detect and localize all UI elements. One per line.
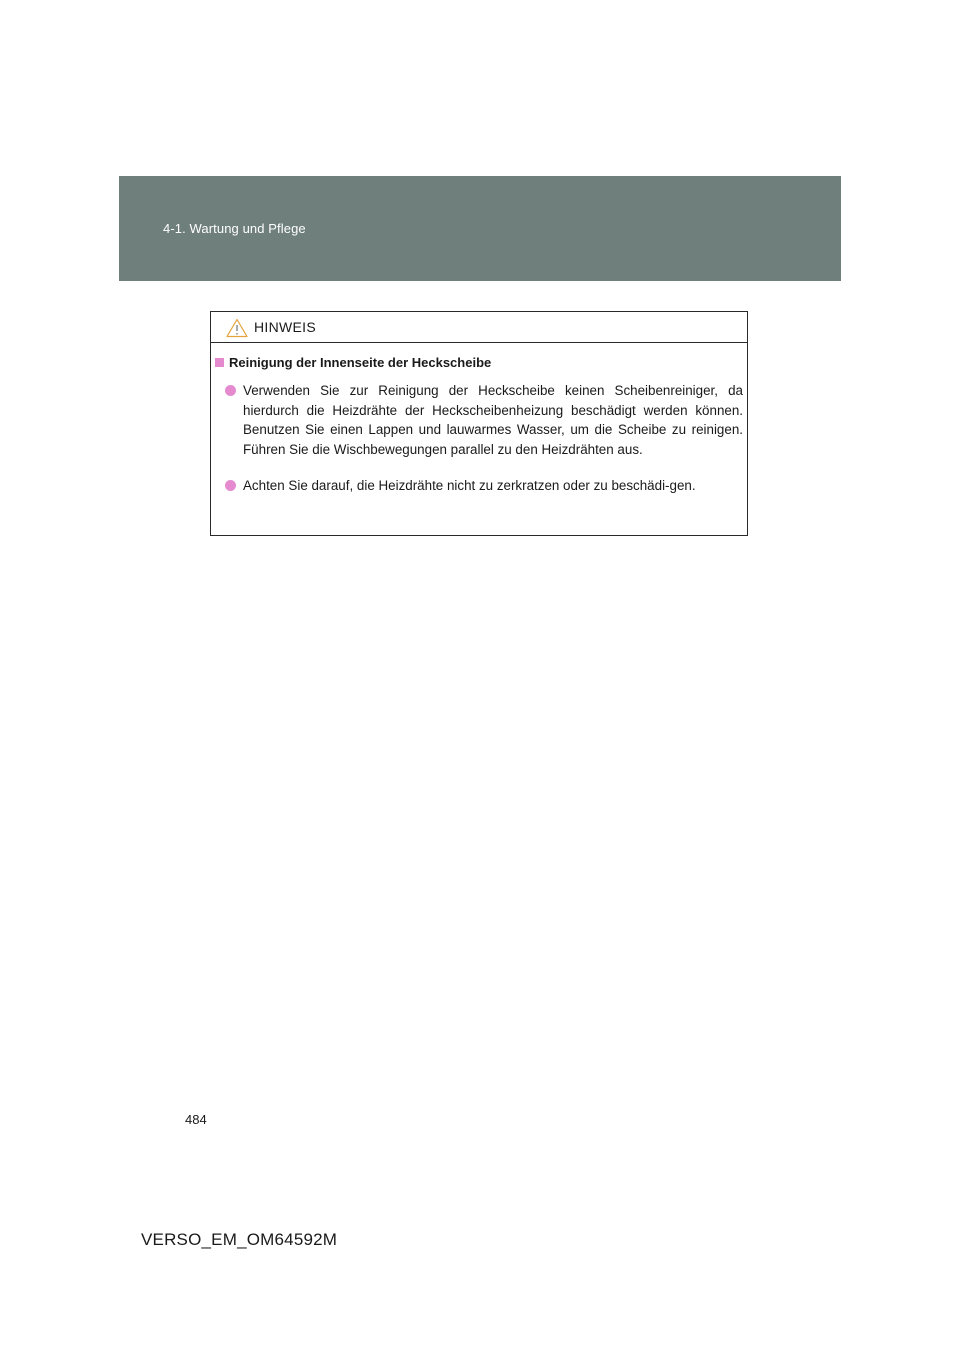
list-item-text: Verwenden Sie zur Reinigung der Heckscheibe keinen Scheibenreiniger, da hierdurch die Heizdrähte der Heckscheibenheizung beschädigt werden können. Benutzen Sie einen Lappen und lauwarmes Wasser, um die Scheibe zu reinigen. Führen Sie die Wischbewegungen parallel zu den Heizdrähten aus. — [243, 383, 743, 457]
page-number: 484 — [185, 1112, 207, 1127]
list-item — [225, 381, 743, 459]
bullet-dot-icon — [225, 480, 236, 491]
warning-triangle-icon — [226, 318, 248, 338]
square-bullet-icon — [215, 358, 224, 367]
notice-header — [211, 312, 747, 343]
list-item-text: Achten Sie darauf, die Heizdrähte nicht zu zerkratzen oder zu beschädi-gen. — [243, 478, 696, 493]
list-item — [225, 476, 743, 496]
notice-title: HINWEIS — [254, 319, 316, 335]
section-title: 4-1. Wartung und Pflege — [163, 221, 306, 236]
notice-subheading — [215, 355, 491, 370]
subheading-text: Reinigung der Innenseite der Heckscheibe — [229, 355, 492, 370]
notice-box — [210, 311, 748, 536]
document-code: VERSO_EM_OM64592M — [141, 1230, 338, 1249]
bullet-dot-icon — [225, 385, 236, 396]
